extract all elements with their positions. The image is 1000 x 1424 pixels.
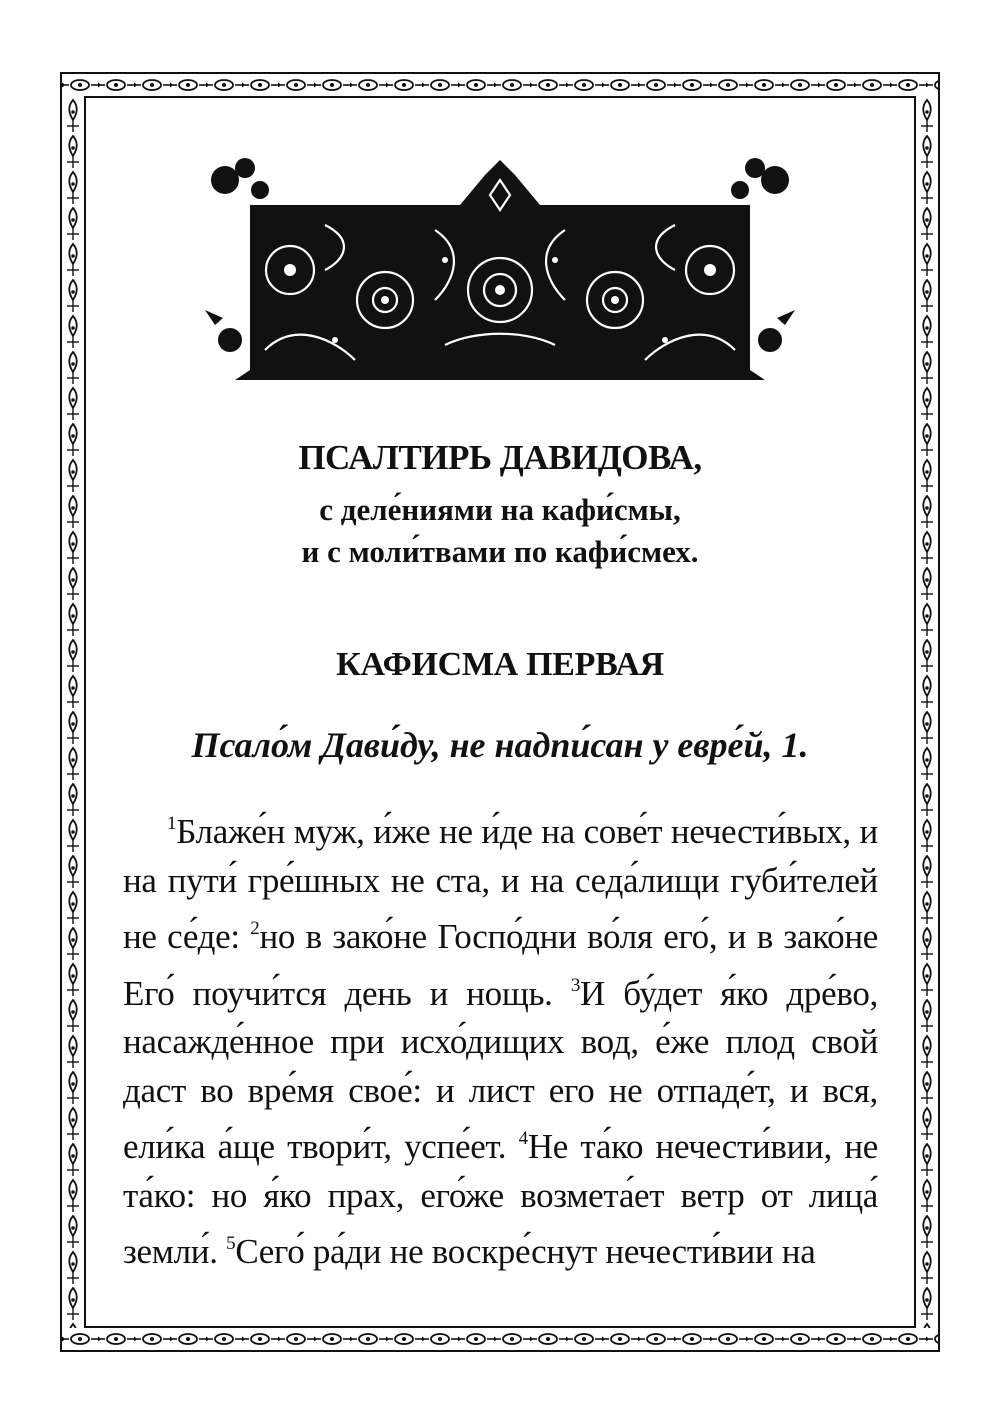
border-ornament-right: [916, 96, 938, 1328]
book-subtitle-line-1: с деле́ниями на кафи́смы,: [319, 492, 681, 527]
kathisma-title: КАФИСМА ПЕРВАЯ: [336, 646, 664, 683]
psalm-heading: Псало́м Дави́ду, не надпи́сан у евре́й, 1.: [191, 725, 809, 765]
verse-text: И бу́дет я́ко дре́во, насажде́нное при исхо́дищих вод, е́же плод свой даст во вре́мя свое́: и лист его не отпаде́т, и вся, ели́ка а́ще твори́т, успе́ет.: [123, 973, 878, 1166]
verse-text: но в зако́не Госпо́дни во́ля его́, и в зако́не Его́ поучи́тся день и нощь.: [123, 917, 878, 1013]
verse-number: 4: [518, 1128, 528, 1149]
border-ornament-left: [62, 96, 84, 1328]
verse-text: Сего́ ра́ди не воскре́снут нечести́вии на: [235, 1232, 816, 1271]
border-ornament-top: [62, 74, 938, 96]
book-title: ПСАЛТИРЬ ДАВИДОВА,: [298, 438, 702, 477]
psalm-text: [123, 800, 878, 1277]
verse-number: 1: [167, 813, 177, 834]
border-ornament-bottom: [62, 1328, 938, 1350]
verse-number: 2: [250, 918, 260, 939]
verse-text: Блаже́н муж, и́же не и́де на сове́т нечести́вых, и на пути́ гре́шных не ста, и на седа́лищи губи́телей не се́де:: [123, 812, 878, 956]
verse-text: Не та́ко нечести́вии, не та́ко: но я́ко прах, его́же возмета́ет ветр от лица́ земли́.: [123, 1127, 878, 1271]
floral-headpiece-icon: [205, 150, 795, 390]
verse-number: 3: [570, 974, 581, 996]
verse-number: 5: [226, 1233, 236, 1254]
book-subtitle-line-2: и с моли́твами по кафи́смех.: [301, 534, 699, 569]
